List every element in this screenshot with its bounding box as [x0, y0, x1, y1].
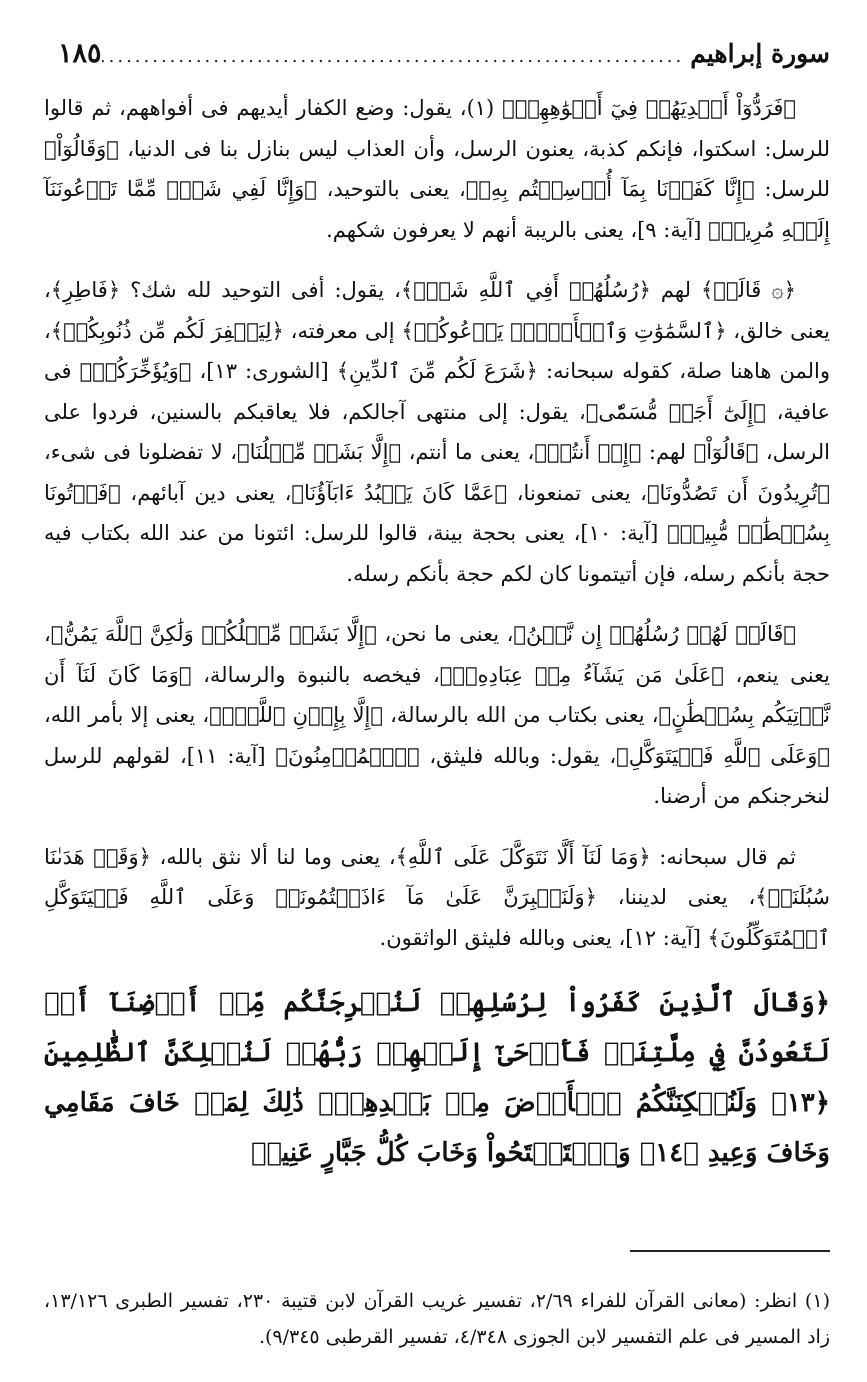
commentary-paragraph: ثم قال سبحانه: ﴿وَمَا لَنَآ أَلَّا نَتَوَكَّلَ عَلَى ٱللَّهِ﴾، يعنى وما لنا ألا نثق بالله، ﴿وَقَدۡ هَدَىٰنَا سُبُلَنَاۚ﴾، يعنى لديننا، ﴿وَلَنَصۡبِرَنَّ عَلَىٰ مَآ ءَاذَيۡتُمُونَاۚ وَعَلَى ٱللَّهِ فَلۡيَتَوَكَّلِ ٱلۡمُتَوَكِّلُونَ﴾ [آية: ١٢]، يعنى وبالله فليثق الواثقون. [44, 844, 830, 950]
commentary-paragraph: ﴿۞ قَالَتۡ﴾ لهم ﴿رُسُلُهُمۡ أَفِي ٱللَّهِ شَكّٞ﴾، يقول: أفى التوحيد لله شك؟ ﴿فَاطِرِ﴾، يعنى خالق، ﴿ٱلسَّمَٰوَٰتِ وَٱلۡأَرۡضِۖ يَدۡعُوكُمۡ﴾ إلى معرفته، ﴿لِيَغۡفِرَ لَكُم مِّن ذُنُوبِكُمۡ﴾، والمن هاهنا صلة، كقوله سبحانه: ﴿شَرَعَ لَكُم مِّنَ ٱلدِّينِ﴾ [الشورى: ١٣]، ﴿وَيُؤَخِّرَكُمۡ﴾ فى عافية، ﴿إِلَىٰٓ أَجَلٖ مُّسَمّٗى﴾، يقول: إلى منتهى آجالكم، فلا يعاقبكم بالسنين، فردوا على الرسل، ﴿قَالُوٓاْ﴾ لهم: ﴿إِنۡ أَنتُمۡ﴾، يعنى ما أنتم، ﴿إِلَّا بَشَرٞ مِّثۡلُنَا﴾، لا تفضلونا فى شىء، ﴿تُرِيدُونَ أَن تَصُدُّونَا﴾، يعنى تمنعونا، ﴿عَمَّا كَانَ يَعۡبُدُ ءَابَآؤُنَا﴾، يعنى دين آبائهم، ﴿فَأۡتُونَا بِسُلۡطَٰنٖ مُّبِينٖ﴾ [آية: ١٠]، يعنى بحجة بينة، قالوا للرسل: ائتونا من عند الله بكتاب فيه حجة بأنكم رسله، فإن أتيتمونا كان لكم حجة بأنكم رسله. [44, 278, 831, 586]
quran-verse-block: ﴿وَقَالَ ٱلَّذِينَ كَفَرُواْ لِرُسُلِهِمۡ لَنُخۡرِجَنَّكُم مِّنۡ أَرۡضِنَآ أَوۡ لَتَعُودُنَّ فِي مِلَّتِنَاۖ فَأَوۡحَىٰٓ إِلَيۡهِمۡ رَبُّهُمۡ لَنُهۡلِكَنَّ ٱلظَّٰلِمِينَ ﴿١٣﴾ وَلَنُسۡكِنَنَّكُمُ ٱلۡأَرۡضَ مِنۢ بَعۡدِهِمۡۚ ذَٰلِكَ لِمَنۡ خَافَ مَقَامِي وَخَافَ وَعِيدِ ﴿١٤﴾ وَٱسۡتَفۡتَحُواْ وَخَابَ كُلُّ جَبَّارٍ عَنِيدٖ [44, 988, 830, 1168]
footnote-divider [630, 1250, 830, 1252]
commentary-body [44, 88, 830, 1178]
footnote: (١) انظر: (معانى القرآن للفراء ٢/٦٩، تفسير غريب القرآن لابن قتيبة ٢٣٠، تفسير الطبرى ١٣/١٢٦، زاد المسير فى علم التفسير لابن الجوزى ٤/٣٤٨، تفسير القرطبى ٩/٣٤٥). [44, 1290, 830, 1348]
page-number: ١٨٥ [58, 38, 102, 69]
surah-title: سورة إبراهيم [690, 39, 830, 68]
commentary-paragraph: ﴿فَرَدُّوٓاْ أَيۡدِيَهُمۡ فِيٓ أَفۡوَٰهِهِمۡ﴾ (١)، يقول: وضع الكفار أيديهم فى أفواههم، ثم قالوا للرسل: اسكتوا، فإنكم كذبة، يعنون الرسل، وأن العذاب ليس بنازل بنا فى الدنيا، ﴿وَقَالُوٓاْ﴾ للرسل: ﴿إِنَّا كَفَرۡنَا بِمَآ أُرۡسِلۡتُم بِهِۦ﴾، يعنى بالتوحيد، ﴿وَإِنَّا لَفِي شَكّٖ مِّمَّا تَدۡعُونَنَآ إِلَيۡهِ مُرِيبٖ﴾ [آية: ٩]، يعنى بالريبة أنهم لا يعرفون شكهم. [44, 96, 830, 242]
running-header [44, 38, 830, 88]
page [44, 38, 830, 1358]
commentary-paragraph: ﴿قَالَتۡ لَهُمۡ رُسُلُهُمۡ إِن نَّحۡنُ﴾، يعنى ما نحن، ﴿إِلَّا بَشَرٞ مِّثۡلُكُمۡ وَلَٰكِنَّ ٱللَّهَ يَمُنُّ﴾، يعنى ينعم، ﴿عَلَىٰ مَن يَشَآءُ مِنۡ عِبَادِهِۦۖ﴾، فيخصه بالنبوة والرسالة، ﴿وَمَا كَانَ لَنَآ أَن نَّأۡتِيَكُم بِسُلۡطَٰنٍ﴾، يعنى بكتاب من الله بالرسالة، ﴿إِلَّا بِإِذۡنِ ٱللَّهِۚ﴾، يعنى إلا بأمر الله، ﴿وَعَلَى ٱللَّهِ فَلۡيَتَوَكَّلِ﴾، يقول: وبالله فليثق، ﴿ٱلۡمُؤۡمِنُونَ﴾ [آية: ١١]، لقولهم للرسل لنخرجنكم من أرضنا. [44, 622, 831, 808]
header-dot-leader [102, 46, 691, 67]
